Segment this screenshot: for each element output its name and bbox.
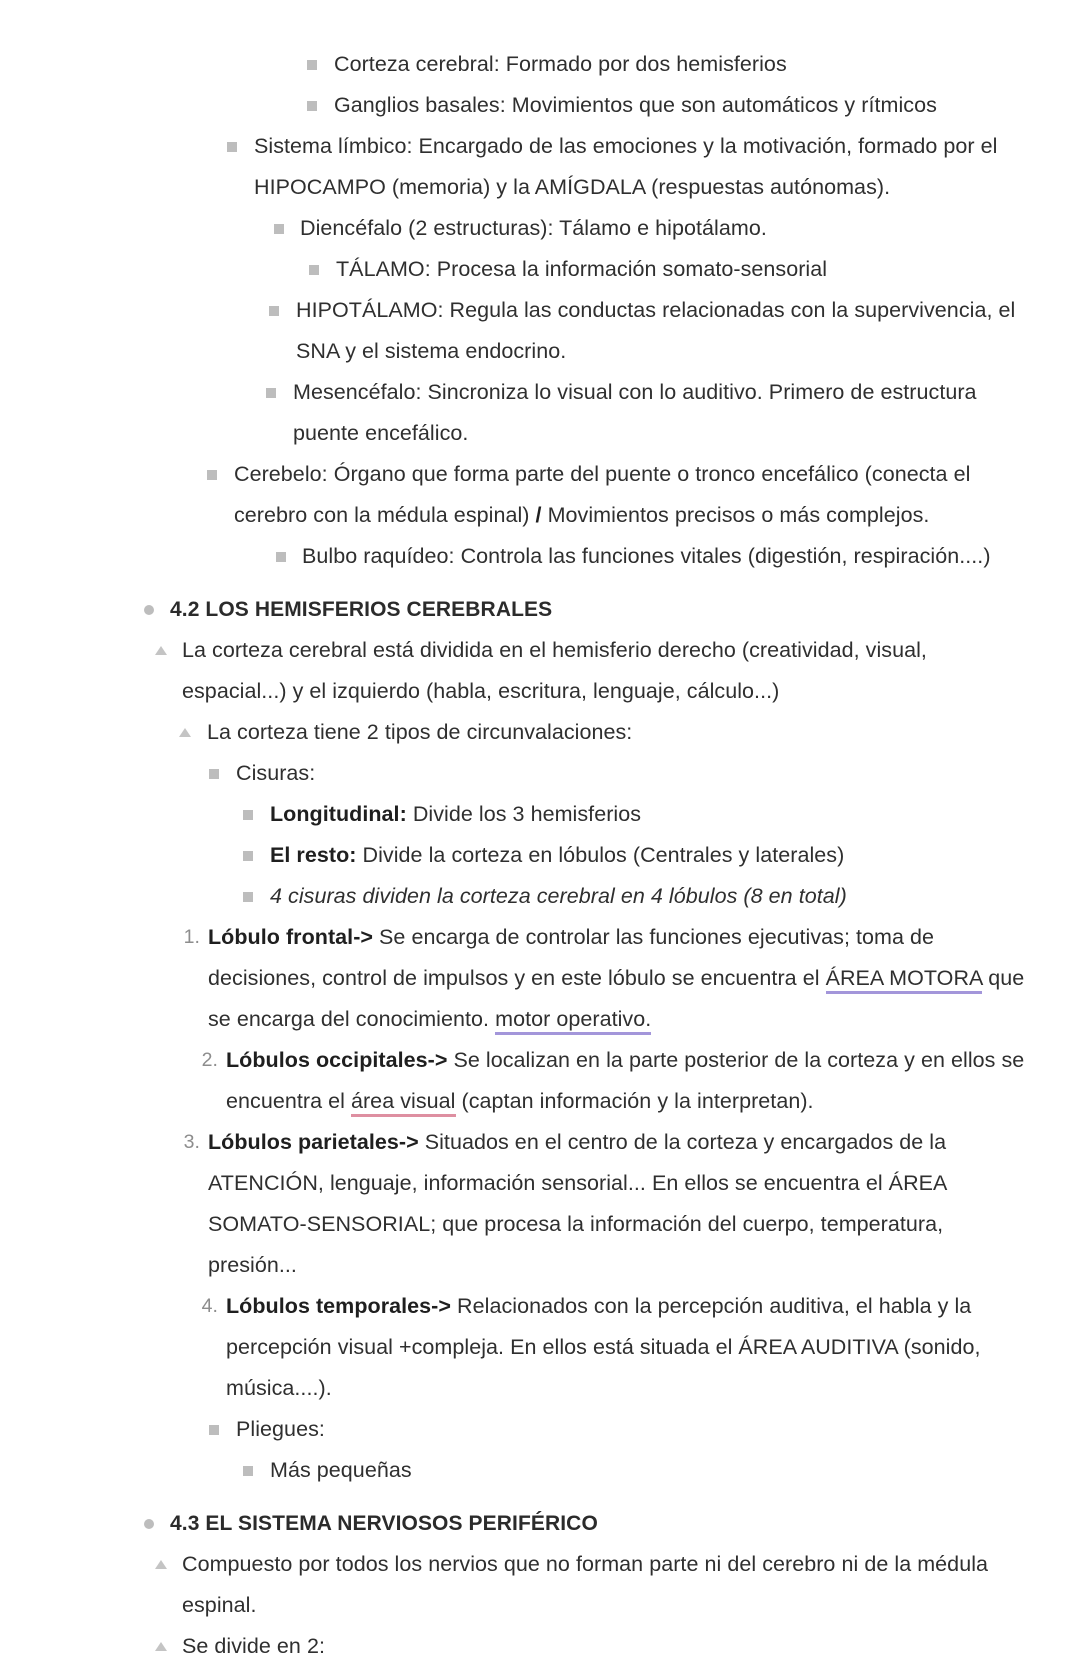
list-item-text: HIPOTÁLAMO: Regula las conductas relacionadas con la supervivencia, el SNA y el sistema endocrino.: [296, 298, 1016, 363]
lobulos-occipitales-text-b: (captan información y la interpretan).: [461, 1089, 814, 1113]
lobulos-parietales-text: Situados en el centro de la corteza y encargados de la ATENCIÓN, lenguaje, información sensorial... En ellos se encuentra el ÁREA SOMATO-SENSORIAL; que procesa la información del cuerpo, temperatura, presión...: [208, 1130, 947, 1277]
list-item-mas-pequenas: [48, 1450, 1032, 1491]
area-visual-underlined: área visual: [351, 1089, 456, 1117]
longitudinal-desc: Divide los 3 hemisferios: [412, 802, 642, 826]
triangle-bullet-icon: [155, 646, 167, 655]
numbered-item-lobulo-frontal: [48, 917, 1032, 1040]
list-item-text: Pliegues:: [236, 1417, 325, 1441]
lobulo-frontal-text-a: Se encarga de controlar las funciones ejecutivas; toma de decisiones, control de impulsos y en este lóbulo se encuentra el: [208, 925, 935, 990]
triangle-bullet-icon: [179, 728, 191, 737]
square-bullet-icon: [243, 810, 253, 820]
list-item-cerebelo: [48, 454, 1032, 536]
list-item-talamo: [48, 249, 1032, 290]
section-heading-text: 4.3 EL SISTEMA NERVIOSOS PERIFÉRICO: [170, 1512, 598, 1535]
square-bullet-icon: [266, 388, 276, 398]
list-item-corteza-cerebral: [48, 44, 1032, 85]
el-resto-desc: Divide la corteza en lóbulos (Centrales y laterales): [362, 843, 845, 867]
list-item-se-divide: [48, 1626, 1032, 1667]
list-number: 4.: [201, 1295, 218, 1317]
list-item-text: Cisuras:: [236, 761, 316, 785]
list-item-text: [208, 1122, 1032, 1286]
circle-bullet-icon: [144, 605, 154, 615]
list-item-text: 4 cisuras dividen la corteza cerebral en 4 lóbulos (8 en total): [270, 884, 847, 908]
lobulo-frontal-text-b: que se encarga del conocimiento.: [208, 966, 1025, 1031]
section-heading-text: 4.2 LOS HEMISFERIOS CEREBRALES: [170, 598, 553, 621]
square-bullet-icon: [307, 101, 317, 111]
list-number: 1.: [183, 926, 200, 948]
lobulos-occipitales-text-a: Se localizan en la parte posterior de la corteza y en ellos se encuentra el: [226, 1048, 1025, 1113]
lobulos-temporales-text: Relacionados con la percepción auditiva, el habla y la percepción visual +compleja. En ellos está situada el ÁREA AUDITIVA (sonido, música....).: [226, 1294, 981, 1400]
list-item-text: Bulbo raquídeo: Controla las funciones vitales (digestión, respiración....): [302, 544, 991, 568]
list-item-circunvalaciones: [48, 712, 1032, 753]
list-item-text: Ganglios basales: Movimientos que son automáticos y rítmicos: [334, 93, 937, 117]
square-bullet-icon: [227, 142, 237, 152]
longitudinal-label: Longitudinal:: [270, 802, 407, 826]
list-item-longitudinal: [48, 794, 1032, 835]
cerebelo-part-2: Movimientos precisos o más complejos.: [547, 503, 930, 527]
list-item-cuatro-cisuras: [48, 876, 1032, 917]
list-item-compuesto: [48, 1544, 1032, 1626]
square-bullet-icon: [243, 892, 253, 902]
square-bullet-icon: [209, 769, 219, 779]
triangle-bullet-icon: [155, 1560, 167, 1569]
list-item-text: [208, 917, 1032, 1040]
list-item-text: La corteza cerebral está dividida en el hemisferio derecho (creatividad, visual, espacial...) y el izquierdo (habla, escritura, lenguaje, cálculo...): [182, 638, 927, 703]
square-bullet-icon: [209, 1425, 219, 1435]
list-item-text: Corteza cerebral: Formado por dos hemisferios: [334, 52, 787, 76]
cerebelo-slash: /: [535, 503, 542, 527]
square-bullet-icon: [207, 470, 217, 480]
list-item-text: Más pequeñas: [270, 1458, 412, 1482]
list-number: 3.: [183, 1131, 200, 1153]
list-item-text: TÁLAMO: Procesa la información somato-sensorial: [336, 257, 828, 281]
list-item-text: La corteza tiene 2 tipos de circunvalaciones:: [207, 720, 633, 744]
numbered-item-lobulos-parietales: [48, 1122, 1032, 1286]
list-item-corteza-dividida: [48, 630, 1032, 712]
list-item-text: [234, 454, 1032, 536]
numbered-item-lobulos-temporales: [48, 1286, 1032, 1409]
list-item-sistema-limbico: [48, 126, 1032, 208]
section-heading-4-3: [48, 1503, 1032, 1544]
motor-operativo-underlined: motor operativo.: [495, 1007, 651, 1035]
lobulo-frontal-label: Lóbulo frontal->: [208, 925, 374, 949]
square-bullet-icon: [243, 1466, 253, 1476]
lobulos-parietales-label: Lóbulos parietales->: [208, 1130, 419, 1154]
list-item-text: [270, 794, 1032, 835]
list-item-el-resto: [48, 835, 1032, 876]
list-item-text: [226, 1286, 1032, 1409]
square-bullet-icon: [309, 265, 319, 275]
list-item-cisuras: [48, 753, 1032, 794]
list-item-text: [226, 1040, 1032, 1122]
list-item-text: Diencéfalo (2 estructuras): Tálamo e hipotálamo.: [300, 216, 767, 240]
lobulos-temporales-label: Lóbulos temporales->: [226, 1294, 451, 1318]
list-item-text: Se divide en 2:: [182, 1634, 325, 1658]
list-item-ganglios-basales: [48, 85, 1032, 126]
list-item-hipotalamo: [48, 290, 1032, 372]
list-item-mesencefalo: [48, 372, 1032, 454]
cerebelo-part-1: Cerebelo: Órgano que forma parte del puente o tronco encefálico (conecta el cerebro con la médula espinal): [234, 462, 971, 527]
square-bullet-icon: [274, 224, 284, 234]
list-item-text: Compuesto por todos los nervios que no forman parte ni del cerebro ni de la médula espinal.: [182, 1552, 989, 1617]
list-item-text: Mesencéfalo: Sincroniza lo visual con lo auditivo. Primero de estructura puente encefálico.: [293, 380, 977, 445]
section-heading-4-2: [48, 589, 1032, 630]
list-item-diencefalo: [48, 208, 1032, 249]
el-resto-label: El resto:: [270, 843, 357, 867]
list-item-text: [270, 835, 1032, 876]
area-motora-underlined: ÁREA MOTORA: [826, 966, 983, 994]
numbered-item-lobulos-occipitales: [48, 1040, 1032, 1122]
list-item-text: Sistema límbico: Encargado de las emociones y la motivación, formado por el HIPOCAMPO (memoria) y la AMÍGDALA (respuestas autónomas).: [254, 134, 998, 199]
square-bullet-icon: [307, 60, 317, 70]
lobulos-occipitales-label: Lóbulos occipitales->: [226, 1048, 448, 1072]
list-item-bulbo-raquideo: [48, 536, 1032, 577]
list-item-pliegues: [48, 1409, 1032, 1450]
square-bullet-icon: [243, 851, 253, 861]
list-number: 2.: [201, 1049, 218, 1071]
square-bullet-icon: [269, 306, 279, 316]
square-bullet-icon: [276, 552, 286, 562]
triangle-bullet-icon: [155, 1642, 167, 1651]
